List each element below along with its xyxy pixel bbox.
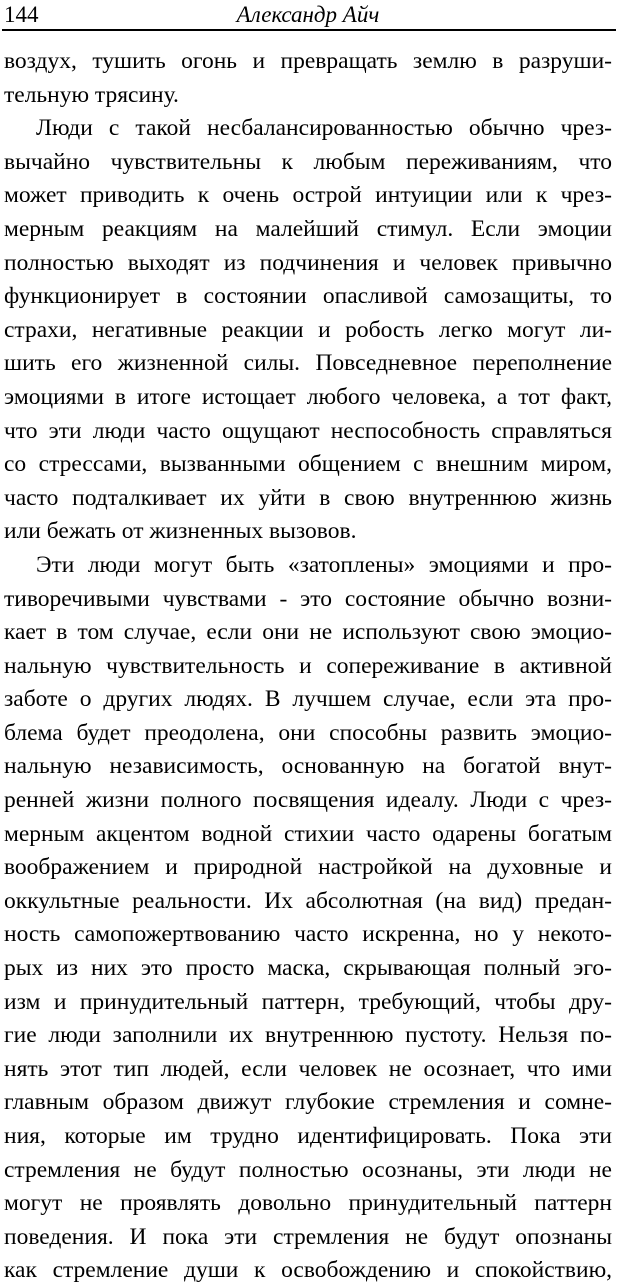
- paragraph: [4, 112, 612, 549]
- text-line: может приводить к очень острой интуиции или к чрез-: [4, 182, 612, 209]
- text-line: ренней жизни полного посвящения идеалу. Люди с чрез-: [4, 787, 612, 814]
- text-line: кает в том случае, если они не используют свою эмоцио-: [4, 619, 612, 646]
- running-title: Александр Айч: [236, 2, 380, 27]
- text-line: часто подталкивает их уйти в свою внутреннюю жизнь: [4, 484, 612, 511]
- text-line: функционирует в состоянии опасливой самозащиты, то: [4, 283, 612, 310]
- text-line: мерным акцентом водной стихии часто одарены богатым: [4, 820, 612, 847]
- text-line: стремления не будут полностью осознаны, эти люди не: [4, 1156, 612, 1183]
- text-line: заботе о других людях. В лучшем случае, если эта про-: [4, 686, 612, 713]
- text-line: ния, которые им трудно идентифицировать. Пока эти: [4, 1123, 612, 1149]
- header-rule: [2, 29, 616, 31]
- text-line: со стрессами, вызванными общением с внешним миром,: [4, 451, 612, 478]
- paragraph: [4, 45, 612, 112]
- text-line: нять этот тип людей, если человек не осознает, что ими: [4, 1055, 612, 1082]
- text-line: нальную чувствительность и сопереживание в активной: [4, 652, 612, 679]
- text-line: ность самопожертвованию часто искренна, но у некото-: [4, 921, 612, 948]
- text-line: эмоциями в итоге истощает любого человека, а тот факт,: [4, 383, 612, 410]
- text-line: воображением и природной настройкой на духовные и: [4, 854, 612, 881]
- text-line: могут не проявлять довольно принудительный паттерн: [4, 1190, 612, 1217]
- text-line: главным образом движут глубокие стремления и сомне-: [4, 1089, 612, 1116]
- text-line: рых из них это просто маска, скрывающая полный эго-: [4, 955, 612, 982]
- text-line: нальную независимость, основанную на богатой внут-: [4, 753, 612, 780]
- page-header: [0, 0, 616, 30]
- text-line: полностью выходят из подчинения и человек привычно: [4, 249, 612, 276]
- text-line: блема будет преодолена, они способны развить эмоцио-: [4, 719, 612, 746]
- text-line: мерным реакциям на малейший стимул. Если эмоции: [4, 215, 612, 242]
- text-line: или бежать от жизненных вызовов.: [4, 518, 357, 545]
- paragraph: [4, 549, 612, 1288]
- text-line: изм и принудительный паттерн, требующий, чтобы дру-: [4, 988, 612, 1015]
- body-text: [4, 45, 612, 1288]
- text-line: поведения. И пока эти стремления не будут опознаны: [4, 1223, 612, 1250]
- text-line: тиворечивыми чувствами - это состояние обычно возни-: [4, 585, 612, 612]
- text-line: страхи, негативные реакции и робость легко могут ли-: [4, 316, 612, 343]
- text-line: Люди с такой несбалансированностью обычно чрез-: [36, 115, 612, 142]
- text-line: что эти люди часто ощущают неспособность справляться: [4, 417, 612, 444]
- text-line: воздух, тушить огонь и превращать землю в разруши-: [4, 48, 612, 74]
- text-line: гие люди заполнили их внутреннюю пустоту. Нельзя по-: [4, 1022, 612, 1049]
- text-line: Эти люди могут быть «затоплены» эмоциями и про-: [36, 551, 612, 578]
- text-line: тельную трясину.: [4, 81, 179, 108]
- text-line: оккультные реальности. Их абсолютная (на вид) предан-: [4, 887, 612, 914]
- text-line: шить его жизненной силы. Повседневное переполнение: [4, 350, 612, 377]
- text-line: как стремление души к освобождению и спокойствию,: [4, 1257, 612, 1284]
- page-number: 144: [4, 2, 39, 27]
- text-line: вычайно чувствительны к любым переживаниям, что: [4, 148, 612, 175]
